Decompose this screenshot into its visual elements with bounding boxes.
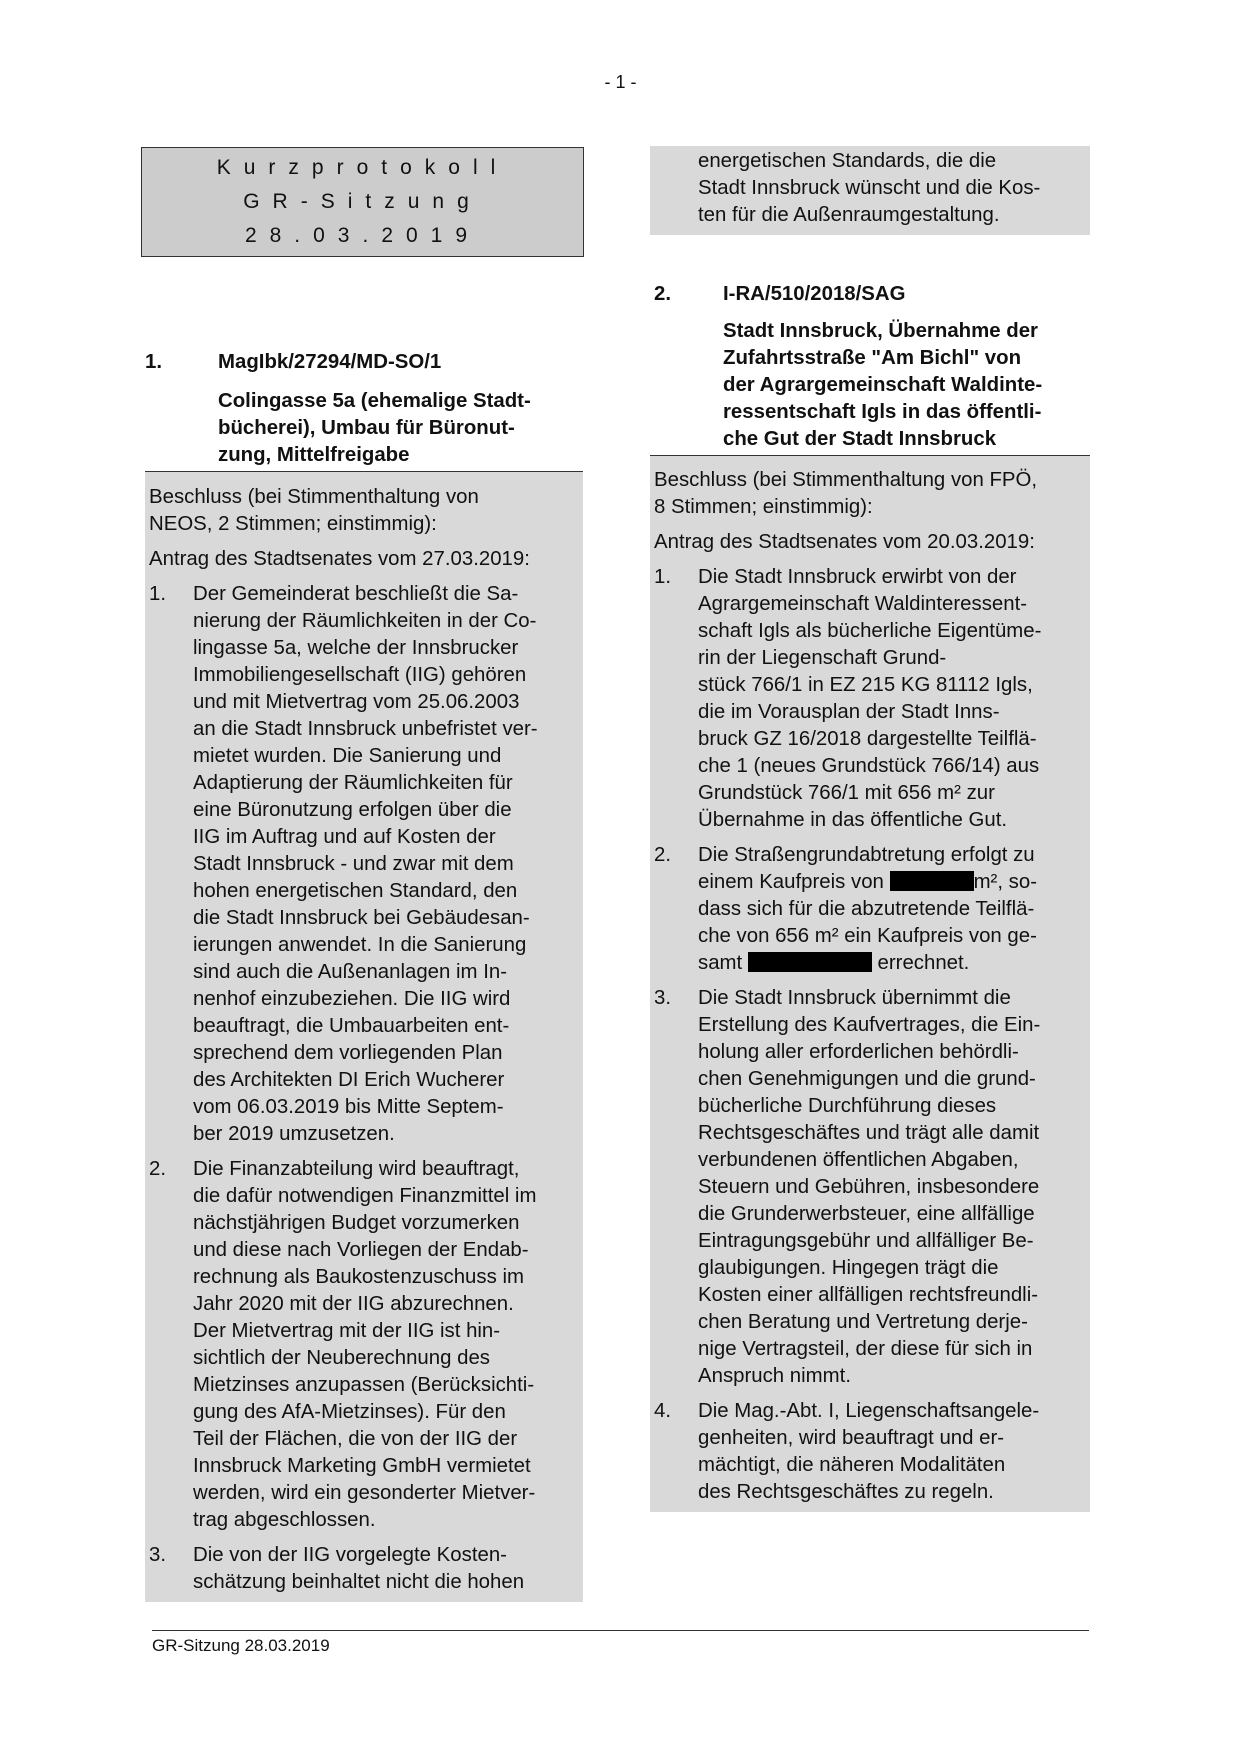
list-item-number: 2. xyxy=(654,844,672,866)
list-item-number: 3. xyxy=(654,987,672,1009)
text-line: ber 2019 umzusetzen. xyxy=(193,1123,395,1145)
list-item-number: 2. xyxy=(149,1158,167,1180)
header-session: GR-Sitzung xyxy=(243,190,482,213)
text-line: holung aller erforderlichen behördli- xyxy=(698,1041,1019,1063)
text-line: energetischen Standards, die die xyxy=(698,150,997,172)
text-fragment: m², so- xyxy=(973,871,1037,893)
item1-title xyxy=(145,388,583,472)
text-line: Agrargemeinschaft Waldinteressent- xyxy=(698,593,1028,615)
text-line: Eintragungsgebühr und allfälliger Be- xyxy=(698,1230,1034,1252)
list-item-text xyxy=(698,564,1086,834)
text-line: che von 656 m² ein Kaufpreis von ge- xyxy=(698,925,1037,947)
text-line: Stadt Innsbruck - und zwar mit dem xyxy=(193,853,514,875)
list-item xyxy=(650,564,1090,834)
text-line: chen Genehmigungen und die grund- xyxy=(698,1068,1036,1090)
text-line: Grundstück 766/1 mit 656 m² zur xyxy=(698,782,995,804)
text-line: Die Stadt Innsbruck erwirbt von der xyxy=(698,566,1017,588)
text-line: Die Mag.-Abt. I, Liegenschaftsangele- xyxy=(698,1400,1040,1422)
text-line: Anspruch nimmt. xyxy=(698,1365,851,1387)
text-line: genheiten, wird beauftragt und er- xyxy=(698,1427,1005,1449)
text-line: Kosten einer allfälligen rechtsfreundli- xyxy=(698,1284,1039,1306)
text-line: beauftragt, die Umbauarbeiten ent- xyxy=(193,1015,510,1037)
text-line: Stadt Innsbruck wünscht und die Kos- xyxy=(698,177,1041,199)
decision-line: NEOS, 2 Stimmen; einstimmig): xyxy=(149,513,437,535)
text-line: Rechtsgeschäftes und trägt alle damit xyxy=(698,1122,1040,1144)
list-item-number: 1. xyxy=(149,583,167,605)
text-line: sprechend dem vorliegenden Plan xyxy=(193,1042,503,1064)
text-line: sichtlich der Neuberechnung des xyxy=(193,1347,490,1369)
text-line: nierung der Räumlichkeiten in der Co- xyxy=(193,610,537,632)
item2-title-line: Zufahrtsstraße "Am Bichl" von xyxy=(723,347,1022,369)
text-line: bücherliche Durchführung dieses xyxy=(698,1095,997,1117)
list-item xyxy=(650,842,1090,977)
text-line: Übernahme in das öffentliche Gut. xyxy=(698,809,1008,831)
item1-title-line: zung, Mittelfreigabe xyxy=(218,444,410,466)
right-column xyxy=(650,146,1090,1512)
text-line: sind auch die Außenanlagen im In- xyxy=(193,961,507,983)
text-line: Die Finanzabteilung wird beauftragt, xyxy=(193,1158,520,1180)
text-line: rin der Liegenschaft Grund- xyxy=(698,647,947,669)
redaction-bar xyxy=(890,871,974,891)
decision-line: Beschluss (bei Stimmenthaltung von FPÖ, xyxy=(654,469,1038,491)
item1-body xyxy=(145,472,583,1602)
text-line: Die von der IIG vorgelegte Kosten- xyxy=(193,1544,507,1566)
text-line: bruck GZ 16/2018 dargestellte Teilflä- xyxy=(698,728,1037,750)
text-line: schaft Igls als bücherliche Eigentüme- xyxy=(698,620,1042,642)
header-date: 28.03.2019 xyxy=(244,224,481,247)
item2-decision xyxy=(650,467,1090,521)
item1-title-line: bücherei), Umbau für Büronut- xyxy=(218,417,515,439)
text-line: nenhof einzubeziehen. Die IIG wird xyxy=(193,988,511,1010)
item1-carryover xyxy=(650,146,1090,235)
item2-motion: Antrag des Stadtsenates vom 20.03.2019: xyxy=(654,531,1035,553)
text-line: verbundenen öffentlichen Abgaben, xyxy=(698,1149,1019,1171)
list-item xyxy=(650,1398,1090,1506)
item1-heading xyxy=(145,349,583,376)
item2-heading xyxy=(650,281,1090,308)
text-line: Die Stadt Innsbruck übernimmt die xyxy=(698,987,1011,1009)
decision-line: 8 Stimmen; einstimmig): xyxy=(654,496,873,518)
text-line: Der Gemeinderat beschließt die Sa- xyxy=(193,583,519,605)
text-line: schätzung beinhaltet nicht die hohen xyxy=(193,1571,525,1593)
page-number: - 1 - xyxy=(604,72,637,92)
text-line: die Grunderwerbsteuer, eine allfällige xyxy=(698,1203,1035,1225)
text-line: rechnung als Baukostenzuschuss im xyxy=(193,1266,524,1288)
list-item-number: 1. xyxy=(654,566,672,588)
list-item xyxy=(145,1542,583,1596)
text-line: IIG im Auftrag und auf Kosten der xyxy=(193,826,496,848)
item1-title-line: Colingasse 5a (ehemalige Stadt- xyxy=(218,390,531,412)
text-line: des Rechtsgeschäftes zu regeln. xyxy=(698,1481,994,1503)
text-line: Die Straßengrundabtretung erfolgt zu xyxy=(698,844,1035,866)
item2-title-line: ressentschaft Igls in das öffentli- xyxy=(723,401,1042,423)
list-item-text xyxy=(193,581,579,1148)
text-line: Erstellung des Kaufvertrages, die Ein- xyxy=(698,1014,1041,1036)
text-line: trag abgeschlossen. xyxy=(193,1509,376,1531)
item2-title xyxy=(650,318,1090,456)
text-line: Mietzinses anzupassen (Berücksichti- xyxy=(193,1374,535,1396)
item2-code: I-RA/510/2018/SAG xyxy=(723,283,906,305)
list-item-text xyxy=(193,1156,579,1534)
text-line: Innsbruck Marketing GmbH vermietet xyxy=(193,1455,531,1477)
text-line: die dafür notwendigen Finanzmittel im xyxy=(193,1185,537,1207)
text-fragment: samt xyxy=(698,952,743,974)
text-line: dass sich für die abzutretende Teilflä- xyxy=(698,898,1035,920)
list-item xyxy=(650,985,1090,1390)
text-line: Adaptierung der Räumlichkeiten für xyxy=(193,772,513,794)
text-line: che 1 (neues Grundstück 766/14) aus xyxy=(698,755,1040,777)
list-item-text xyxy=(698,985,1086,1390)
text-line: Steuern und Gebühren, insbesondere xyxy=(698,1176,1040,1198)
text-line xyxy=(698,950,1086,977)
item2-number: 2. xyxy=(654,283,672,305)
list-item-number: 3. xyxy=(149,1544,167,1566)
item1-code: MagIbk/27294/MD-SO/1 xyxy=(218,351,442,373)
document-header-box xyxy=(141,147,584,257)
text-line: und mit Mietvertrag vom 25.06.2003 xyxy=(193,691,520,713)
list-item-text xyxy=(193,1542,579,1596)
item1-decision xyxy=(145,484,583,538)
text-line: die im Vorausplan der Stadt Inns- xyxy=(698,701,1000,723)
item2-body xyxy=(650,456,1090,1512)
text-line: und diese nach Vorliegen der Endab- xyxy=(193,1239,529,1261)
text-line: stück 766/1 in EZ 215 KG 81112 Igls, xyxy=(698,674,1033,696)
text-line: werden, wird ein gesonderter Mietver- xyxy=(193,1482,536,1504)
text-line: des Architekten DI Erich Wucherer xyxy=(193,1069,505,1091)
text-line: Immobiliengesellschaft (IIG) gehören xyxy=(193,664,527,686)
text-line: vom 06.03.2019 bis Mitte Septem- xyxy=(193,1096,504,1118)
item1-number: 1. xyxy=(145,351,163,373)
text-line: mächtigt, die näheren Modalitäten xyxy=(698,1454,1006,1476)
text-line: mietet wurden. Die Sanierung und xyxy=(193,745,502,767)
redaction-bar xyxy=(748,952,872,972)
text-line: die Stadt Innsbruck bei Gebäudesan- xyxy=(193,907,530,929)
list-item-text xyxy=(698,842,1086,977)
text-fragment: errechnet. xyxy=(877,952,970,974)
footer-divider xyxy=(152,1630,1089,1631)
text-line: lingasse 5a, welche der Innsbrucker xyxy=(193,637,519,659)
text-line: Jahr 2020 mit der IIG abzurechnen. xyxy=(193,1293,514,1315)
list-item-number: 4. xyxy=(654,1400,672,1422)
list-item xyxy=(145,1156,583,1534)
item2-title-line: che Gut der Stadt Innsbruck xyxy=(723,428,997,450)
text-line: Teil der Flächen, die von der IIG der xyxy=(193,1428,518,1450)
item1-motion: Antrag des Stadtsenates vom 27.03.2019: xyxy=(149,548,530,570)
text-line: chen Beratung und Vertretung derje- xyxy=(698,1311,1028,1333)
item2-title-line: der Agrargemeinschaft Waldinte- xyxy=(723,374,1043,396)
text-line: glaubigungen. Hingegen trägt die xyxy=(698,1257,999,1279)
text-line: ierungen anwendet. In die Sanierung xyxy=(193,934,527,956)
decision-line: Beschluss (bei Stimmenthaltung von xyxy=(149,486,479,508)
list-item-text xyxy=(698,1398,1086,1506)
text-line: gung des AfA-Mietzinses). Für den xyxy=(193,1401,506,1423)
list-item xyxy=(145,581,583,1148)
text-line: nächstjährigen Budget vorzumerken xyxy=(193,1212,520,1234)
text-line: ten für die Außenraumgestaltung. xyxy=(698,204,1000,226)
text-fragment: einem Kaufpreis von xyxy=(698,871,884,893)
item2-title-line: Stadt Innsbruck, Übernahme der xyxy=(723,320,1038,342)
header-title: Kurzprotokoll xyxy=(216,156,509,179)
text-line: Der Mietvertrag mit der IIG ist hin- xyxy=(193,1320,501,1342)
page-footer: GR-Sitzung 28.03.2019 xyxy=(152,1636,330,1655)
text-line: hohen energetischen Standard, den xyxy=(193,880,518,902)
left-column xyxy=(145,349,583,1602)
text-line xyxy=(698,869,1086,896)
text-line: an die Stadt Innsbruck unbefristet ver- xyxy=(193,718,538,740)
text-line: eine Büronutzung erfolgen über die xyxy=(193,799,512,821)
text-line: nige Vertragsteil, der diese für sich in xyxy=(698,1338,1033,1360)
